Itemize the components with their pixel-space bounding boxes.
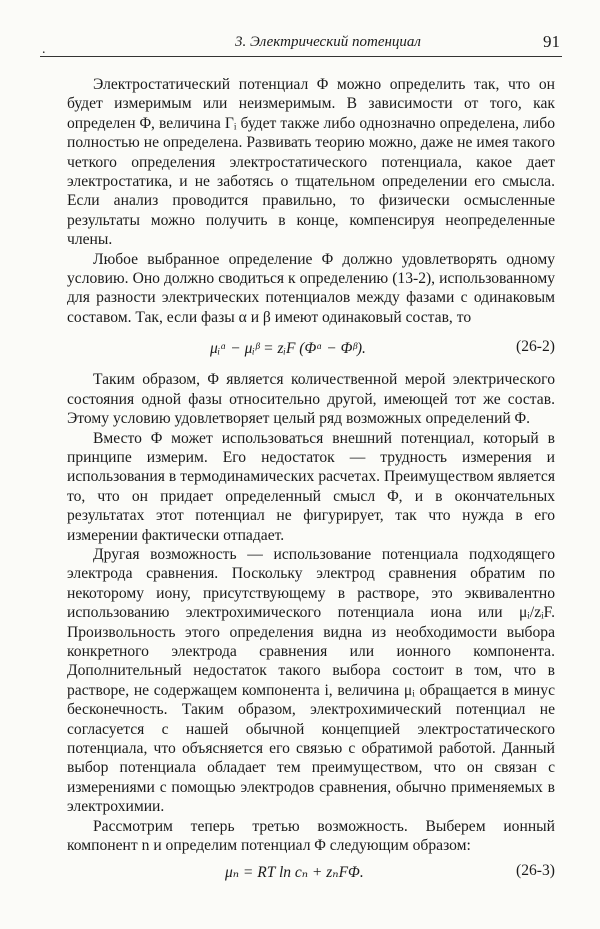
formula-number: (26-3): [516, 862, 555, 880]
page-body: [67, 75, 555, 890]
paragraph: Таким образом, Φ является количественной мерой электрического состояния одной фазы относительно другой, имеющей тот же состав. Этому условию удовлетворяет целый ряд возможных определений Φ.: [67, 371, 555, 428]
running-header: [40, 32, 562, 57]
paragraph: Любое выбранное определение Φ должно удовлетворять одному условию. Оно должно сводиться к определению (13-2), использованному для разности электрических потенциалов между фазами с одинаковым составом. Так, если фазы α и β имеют одинаковый состав, то: [67, 250, 555, 326]
formula-number: (26-2): [516, 338, 555, 356]
formula-26-2: [67, 329, 555, 367]
page-number: 91: [543, 32, 560, 51]
paragraph: Электростатический потенциал Φ можно определить так, что он будет измеримым или неизмеримым. В зависимости от того, как определен Φ, величина Γᵢ будет также либо однозначно определена, либо полностью не определена. Развивать теорию можно, даже не имея такого четкого определения электростатического потенциала, какое дает электростатика, и не заботясь о тщательном определении его смысла. Если анализ проводится правильно, то физически осмысленные результаты можно получить в конце, компенсируя неопределенные члены.: [67, 76, 555, 249]
paragraph: Рассмотрим теперь третью возможность. Выберем ионный компонент n и определим потенциал Φ следующим образом:: [67, 817, 555, 855]
paragraph: Вместо Φ может использоваться внешний потенциал, который в принципе измерим. Его недостаток — трудность измерения и использования в термодинамических расчетах. Преимуществом является то, что он придает определенный смысл Φ, и в окончательных результатах этот потенциал не фигурирует, так что нужда в его измерении фактически отпадает.: [67, 429, 555, 544]
formula-expression: μᵢᵅ − μᵢᵝ = zᵢF (Φᵅ − Φᵝ).: [210, 340, 366, 358]
formula-26-3: [67, 857, 555, 887]
header-dot: .: [42, 42, 46, 57]
formula-expression: μₙ = RT ln cₙ + zₙFΦ.: [225, 864, 364, 882]
paragraph: Другая возможность — использование потенциала подходящего электрода сравнения. Поскольку электрод сравнения обратим по некоторому иону, присутствующему в растворе, это эквивалентно использованию электрохимического потенциала иона или μᵢ/zᵢF. Произвольность этого определения видна из необходимости выбора конкретного электрода сравнения или ионного компонента. Дополнительный недостаток такого выбора состоит в том, что в растворе, не содержащем компонента i, величина μᵢ обращается в минус бесконечность. Таким образом, электрохимический потенциал не согласуется с нашей обычной концепцией электростатического потенциала, что объясняется его связью с обратимой работой. Данный выбор потенциала обладает тем преимуществом, что он связан с измерениями с помощью электродов сравнения, обычно применяемых в электрохимии.: [67, 545, 555, 816]
chapter-title: 3. Электрический потенциал: [235, 34, 421, 50]
